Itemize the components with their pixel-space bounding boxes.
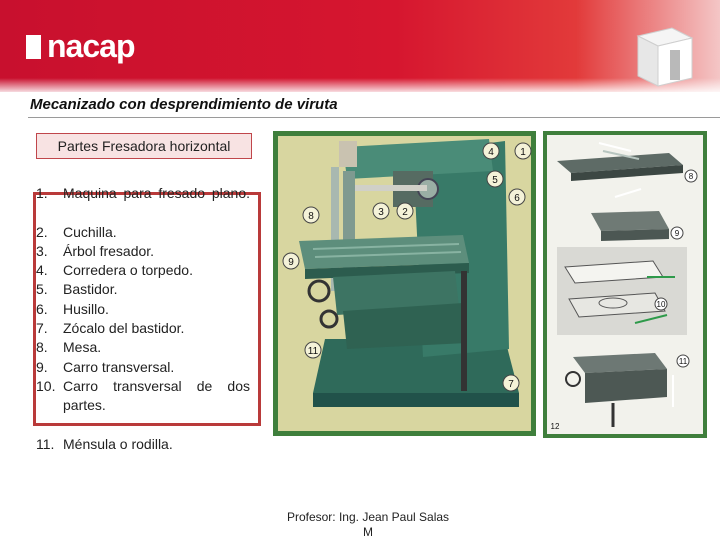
- part-number: 11.: [36, 435, 55, 452]
- list-item: [36, 223, 250, 242]
- cube-logo-icon: [634, 24, 696, 90]
- figure-label: 5: [492, 175, 498, 186]
- part-text: Mesa.: [63, 339, 102, 356]
- arbor: [355, 185, 427, 191]
- list-item: [36, 435, 250, 454]
- part-number: 4.: [36, 262, 48, 279]
- list-item: [36, 300, 250, 319]
- list-item: [36, 358, 250, 377]
- part-number: 3.: [36, 242, 48, 259]
- list-item: [36, 338, 250, 357]
- figure-label: 12: [550, 422, 560, 431]
- knee: [343, 303, 467, 349]
- section-label-text: Partes Fresadora horizontal: [57, 138, 231, 154]
- figure-label: 9: [288, 257, 294, 268]
- part-number: 6.: [36, 300, 48, 317]
- part-number: 1.: [36, 185, 48, 201]
- list-item: [36, 261, 250, 280]
- figure-label: 11: [678, 357, 688, 366]
- list-item: [36, 184, 250, 223]
- components-figure: [543, 131, 707, 438]
- footer-credit: [280, 510, 456, 540]
- figure-label: 4: [488, 147, 494, 158]
- part-number: 7.: [36, 320, 48, 337]
- part-text: Corredera o torpedo.: [63, 262, 193, 279]
- part-text: Árbol fresador.: [63, 242, 155, 259]
- figure-label: 8: [308, 211, 314, 222]
- part-text: Ménsula o rodilla.: [63, 435, 173, 452]
- title-divider: [28, 117, 720, 118]
- part-number: 2.: [36, 223, 48, 240]
- part-text: Carro transversal de dos partes.: [63, 377, 250, 414]
- part-text: Cuchilla.: [63, 223, 117, 240]
- part-text: Carro transversal.: [63, 358, 175, 375]
- part-text: Maquina para fresado plano.: [63, 185, 250, 201]
- figure-label: 9: [674, 229, 680, 238]
- figure-label: 10: [656, 300, 666, 309]
- part-number: 5.: [36, 281, 48, 298]
- inacap-logo: [26, 28, 134, 65]
- list-item: [36, 242, 250, 261]
- list-item: [36, 319, 250, 338]
- figure-label: 1: [520, 147, 526, 158]
- figure-label: 7: [508, 379, 514, 390]
- logo-i-block: [26, 35, 41, 59]
- figure-label: 8: [688, 172, 694, 181]
- part-text: Bastidor.: [63, 281, 118, 298]
- list-item: [36, 280, 250, 299]
- figure-label: 2: [402, 207, 408, 218]
- page-title: Mecanizado con desprendimiento de viruta: [30, 96, 338, 113]
- part-number: 8.: [36, 339, 48, 356]
- part-text: Husillo.: [63, 300, 109, 317]
- figure-label: 11: [307, 346, 319, 357]
- figure-label: 6: [514, 193, 520, 204]
- logo-text: nacap: [47, 28, 135, 64]
- footer-line: Profesor: Ing. Jean Paul Salas: [286, 510, 450, 524]
- part-number: 10.: [36, 377, 56, 394]
- carriage-part: [591, 211, 669, 231]
- section-label: [36, 133, 252, 159]
- list-item: [36, 377, 250, 435]
- milling-machine-figure: [273, 131, 536, 436]
- part-number: 9.: [36, 358, 48, 375]
- figure-label: 3: [378, 207, 384, 218]
- parts-list: [36, 184, 250, 454]
- part-text: Zócalo del bastidor.: [63, 320, 185, 337]
- footer-line: M: [363, 525, 373, 539]
